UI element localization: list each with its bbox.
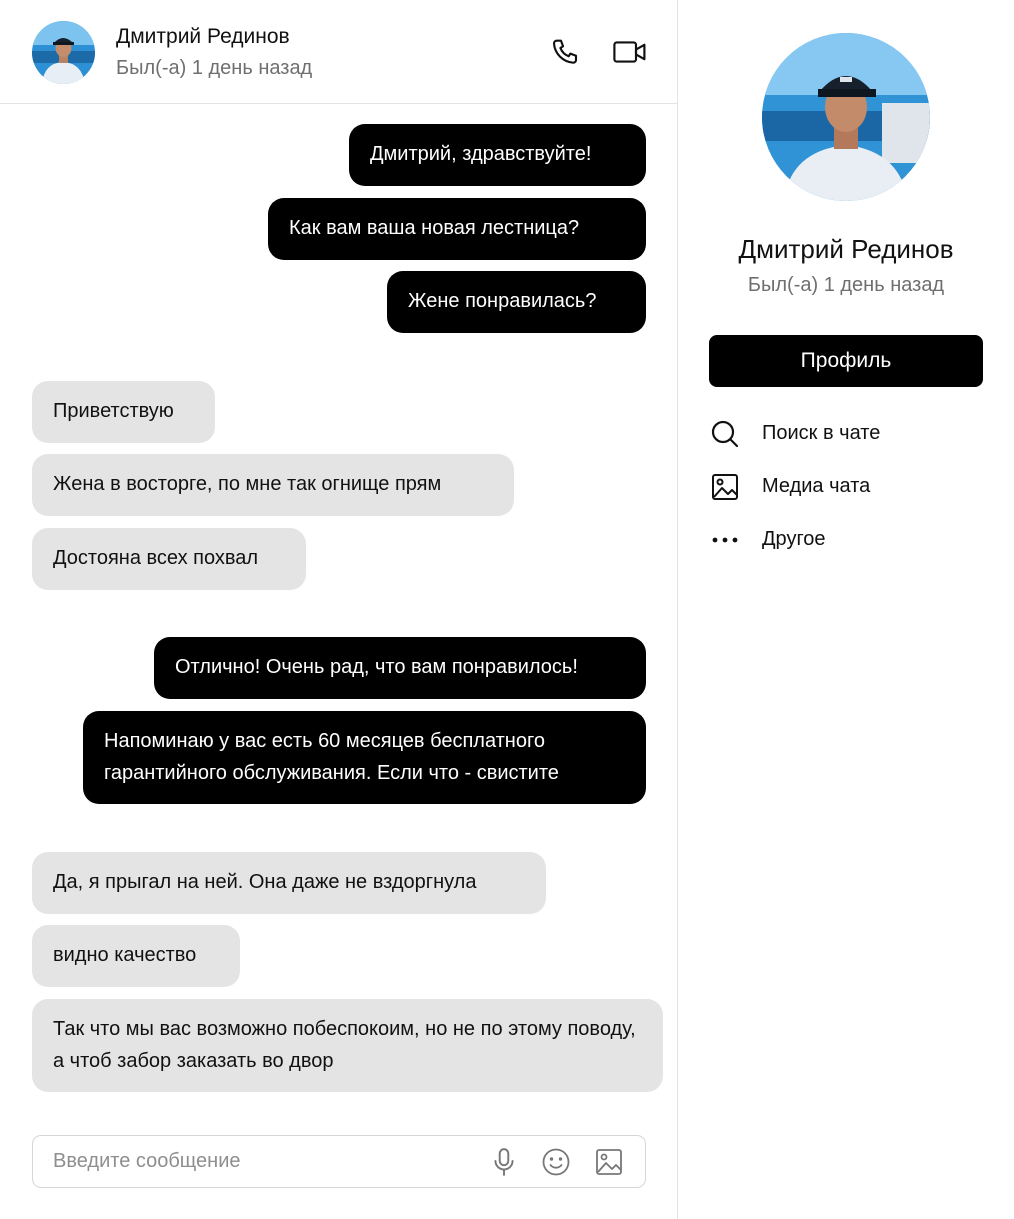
profile-button[interactable]: Профиль xyxy=(709,335,983,387)
sidebar-item-label: Медиа чата xyxy=(762,475,871,497)
chat-header xyxy=(0,0,677,104)
message-outgoing: Отлично! Очень рад, что вам понравилось! xyxy=(154,637,646,699)
message-incoming: Достояна всех похвал xyxy=(32,528,306,590)
message-outgoing: Дмитрий, здравствуйте! xyxy=(349,124,646,186)
message-outgoing: Напоминаю у вас есть 60 месяцев бесплатного гарантийного обслуживания. Если что - свистите xyxy=(83,711,646,804)
message-incoming: Да, я прыгал на ней. Она даже не вздоргнула xyxy=(32,852,546,914)
image-icon xyxy=(709,471,741,503)
sidebar-item-chat-media[interactable] xyxy=(709,467,989,507)
message-outgoing: Как вам ваша новая лестница? xyxy=(268,198,646,260)
avatar[interactable] xyxy=(762,33,930,201)
message-incoming: Жена в восторге, по мне так огнище прям xyxy=(32,454,514,516)
sidebar-item-label: Поиск в чате xyxy=(762,422,881,444)
microphone-icon[interactable] xyxy=(489,1147,519,1177)
avatar[interactable] xyxy=(32,21,95,84)
message-input[interactable] xyxy=(53,1136,473,1187)
message-incoming: видно качество xyxy=(32,925,240,987)
search-icon xyxy=(709,418,741,450)
phone-icon[interactable] xyxy=(548,34,584,70)
contact-sidebar xyxy=(678,0,1014,1219)
sidebar-contact-name: Дмитрий Рединов xyxy=(738,234,954,264)
message-composer xyxy=(32,1135,646,1188)
contact-status: Был(-а) 1 день назад xyxy=(116,57,313,79)
message-incoming: Приветствую xyxy=(32,381,215,443)
image-icon[interactable] xyxy=(594,1147,624,1177)
sidebar-item-label: Другое xyxy=(762,528,826,550)
video-camera-icon[interactable] xyxy=(610,34,650,70)
message-incoming: Так что мы вас возможно побеспокоим, но не по этому поводу, а чтоб забор заказать во двор xyxy=(32,999,663,1092)
sidebar-contact-status: Был(-а) 1 день назад xyxy=(747,274,945,296)
contact-name: Дмитрий Рединов xyxy=(116,25,290,48)
more-dots-icon xyxy=(709,524,741,556)
message-outgoing: Жене понравилась? xyxy=(387,271,646,333)
emoji-icon[interactable] xyxy=(541,1147,571,1177)
sidebar-item-search-chat[interactable] xyxy=(709,414,989,454)
sidebar-item-other[interactable] xyxy=(709,520,989,560)
